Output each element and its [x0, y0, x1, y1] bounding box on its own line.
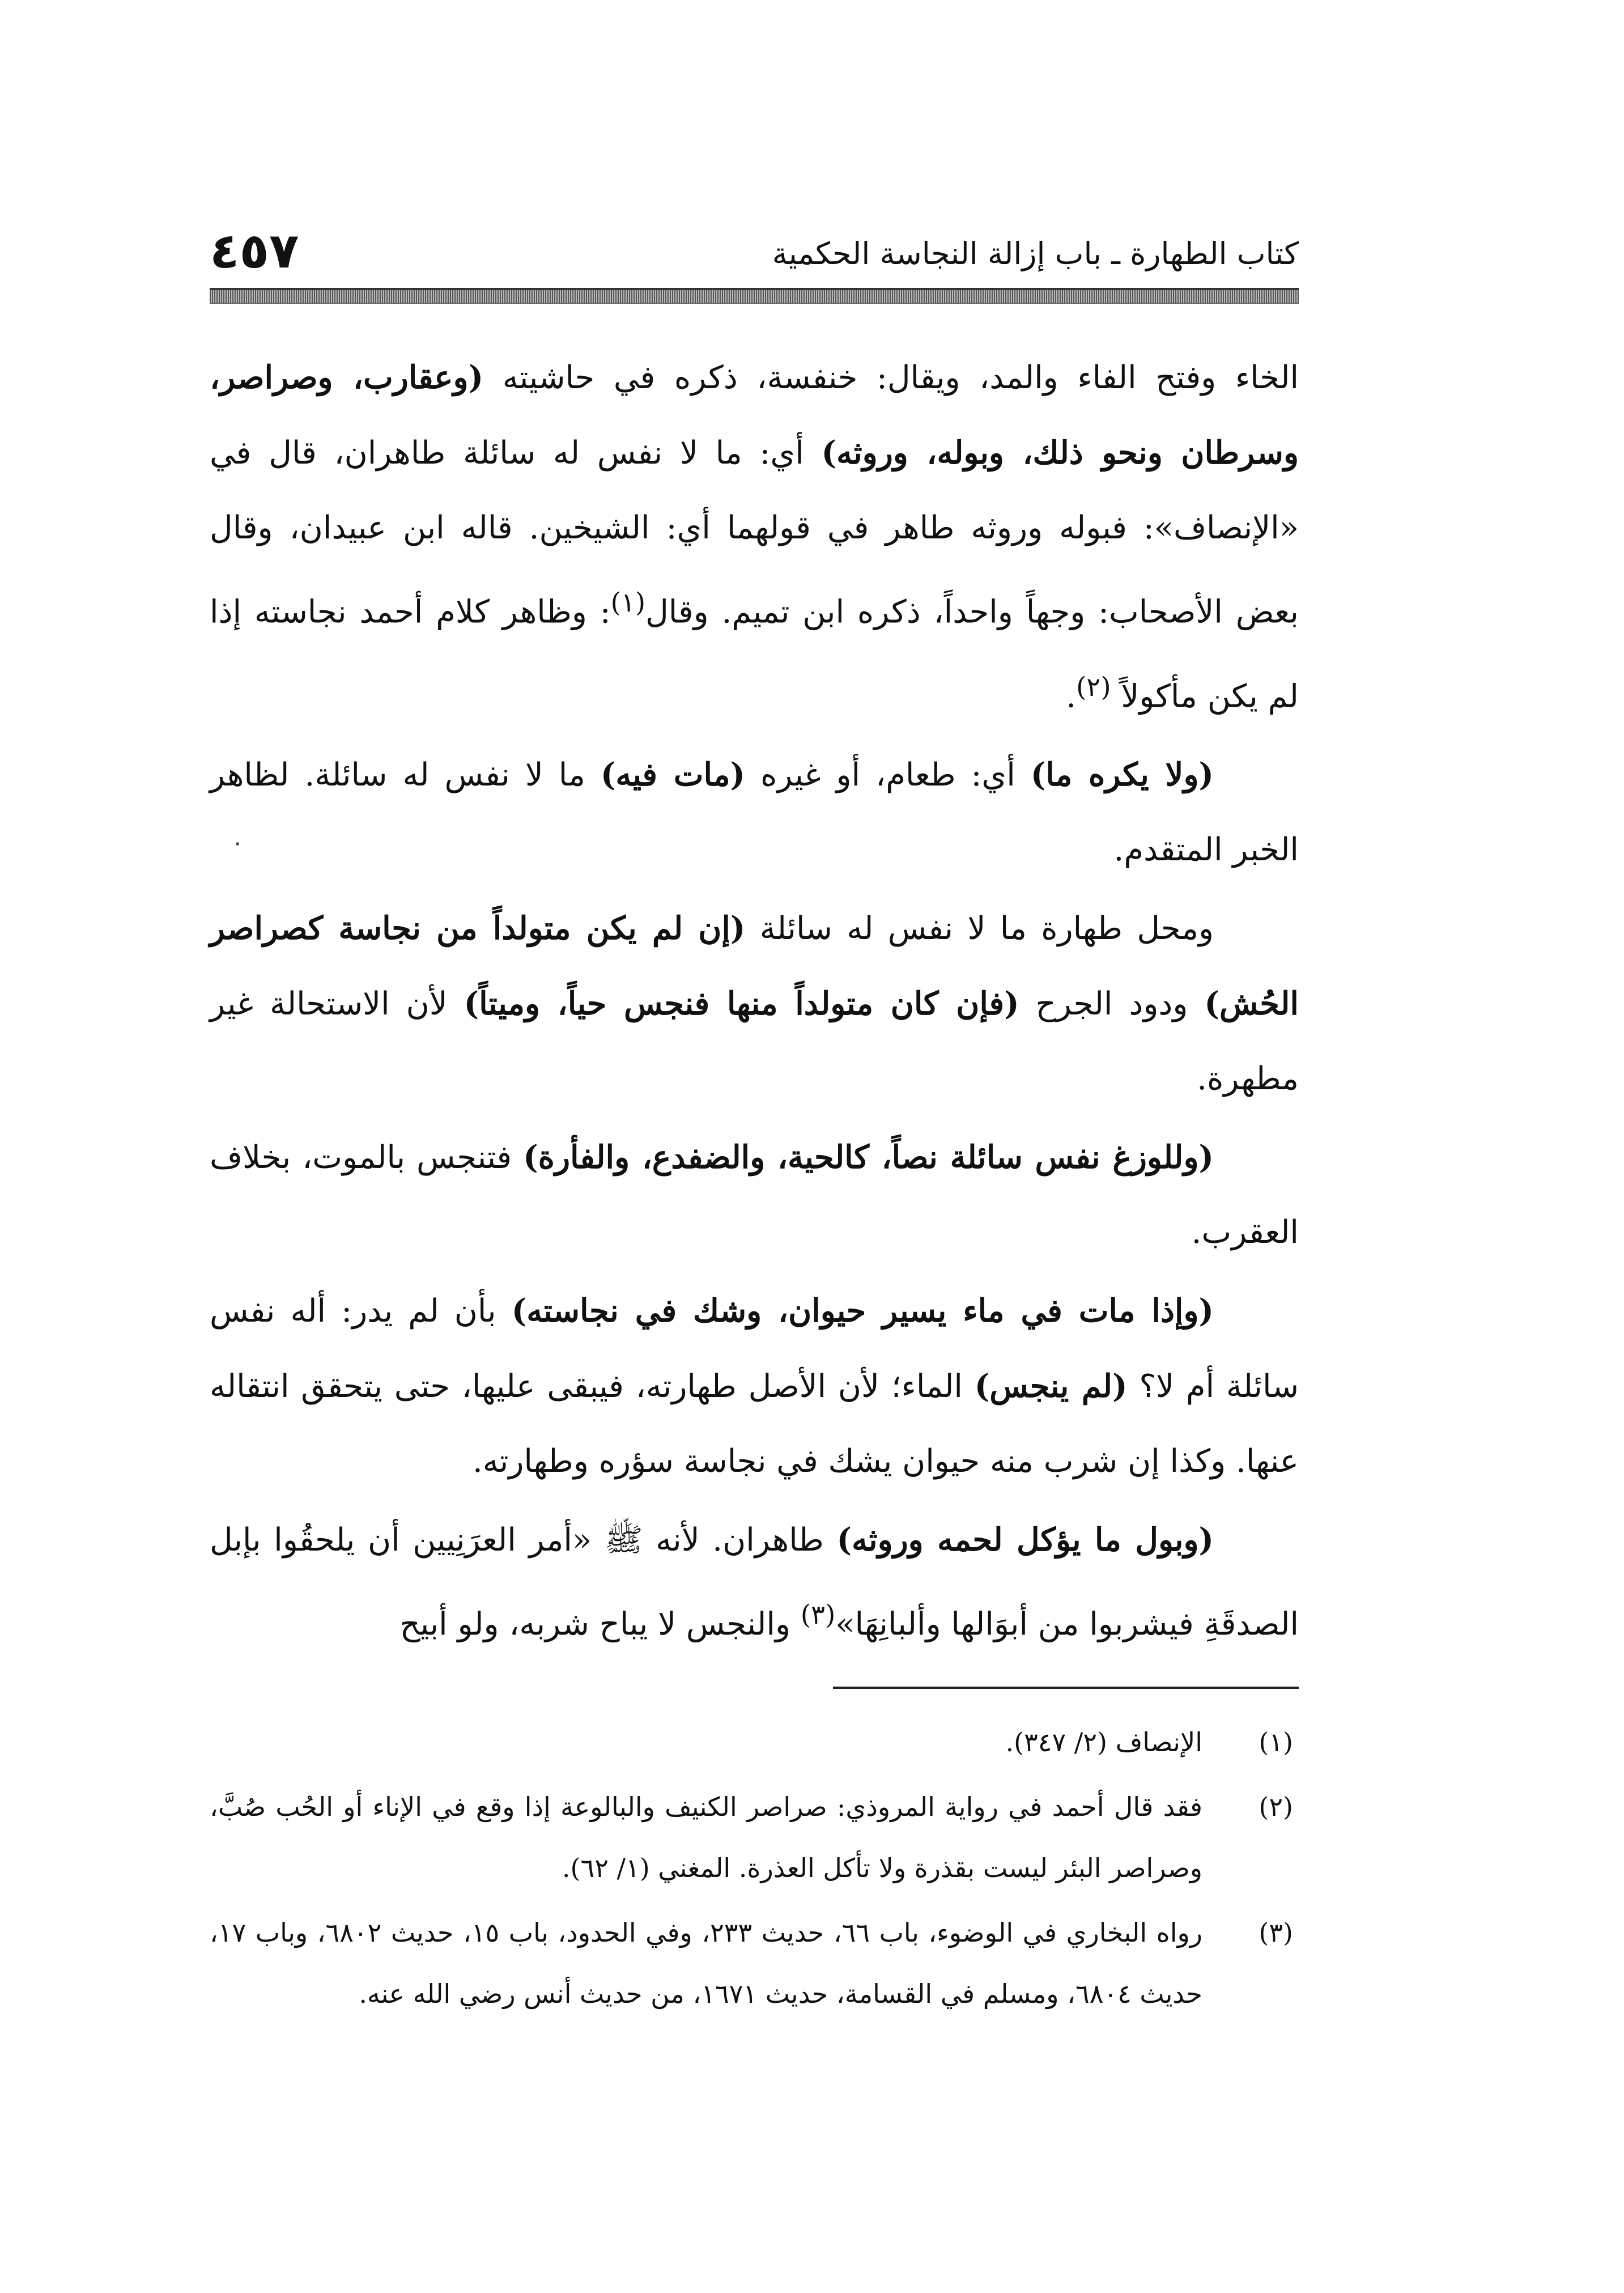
footnote-item — [210, 1712, 1299, 1773]
paragraph-5: (وإذا مات في ماء يسير حيوان، وشك في نجاسته) بأن لم يدر: أله نفس سائلة أم لا؟ (لم ينجس) الماء؛ لأن الأصل طهارته، فيبقى عليها، حتى يتحقق انتقاله عنها. وكذا إن شرب منه حيوان يشك في نجاسة سؤره وطهارته. — [210, 1292, 1299, 1480]
paragraph-3: ومحل طهارة ما لا نفس له سائلة (إن لم يكن متولداً من نجاسة كصراصر الحُش) ودود الجرح (فإن كان متولداً منها فنجس حياً، وميتاً) لأن الاستحالة غير مطهرة. — [210, 910, 1299, 1098]
paragraph-4: (وللوزغ نفس سائلة نصاً، كالحية، والضفدع، والفأرة) فتنجس بالموت، بخلاف العقرب. — [210, 1139, 1299, 1251]
bold-matn: (وإذا مات في ماء يسير حيوان، وشك في نجاسته) — [511, 1292, 1214, 1330]
footnote-text: فقد قال أحمد في رواية المروذي: صراصر الكنيف والبالوعة إذا وقع في الإناء أو الحُب صُبَّ، وصراصر البئر ليست بقذرة ولا تأكل العذرة. المغني (١/ ٦٢). — [210, 1791, 1202, 1883]
main-text — [210, 340, 1299, 1666]
footnote-item — [210, 1902, 1299, 2024]
footnote-number: (١) — [1259, 1727, 1293, 1757]
bold-matn: (مات فيه) — [600, 756, 746, 794]
print-speck — [236, 842, 239, 846]
footnote-separator — [833, 1687, 1299, 1689]
paragraph-6: (وبول ما يؤكل لحمه وروثه) طاهران. لأنه ﷺ «أمر العرَنِيين أن يلحقُوا بإبل الصدقَةِ فيشربوا من أبوَالها وألبانِهَا»$^{(٣)}$ والنجس لا يباح شربه، ولو أبيح — [210, 1521, 1299, 1643]
header-rule — [210, 288, 1299, 304]
bold-matn: (وعقارب، وصراصر، وسرطان ونحو ذلك، وبوله، وروثه) — [210, 359, 1299, 472]
footnote-number: (٣) — [1259, 1917, 1293, 1948]
page-number: ٤٥٧ — [210, 223, 299, 279]
bold-matn: (ولا يكره ما) — [1030, 756, 1214, 794]
bold-matn: (إن لم يكن متولداً من نجاسة كصراصر الحُش) — [210, 910, 1299, 1023]
bold-matn: (فإن كان متولداً منها فنجس حياً، وميتاً) — [464, 985, 1019, 1023]
bold-matn: (وللوزغ نفس سائلة نصاً، كالحية، والضفدع، والفأرة) — [523, 1139, 1214, 1177]
footnotes — [210, 1712, 1299, 2028]
footnote-number: (٢) — [1259, 1791, 1293, 1822]
bold-matn: (وبول ما يؤكل لحمه وروثه) — [836, 1521, 1214, 1559]
footnote-ref-3[interactable]: (٣) — [800, 1600, 836, 1631]
footnote-text: الإنصاف (٢/ ٣٤٧). — [1005, 1727, 1202, 1757]
footnote-ref-2[interactable]: (٢) — [1076, 672, 1111, 703]
bold-matn: (لم ينجس) — [974, 1368, 1128, 1405]
paragraph-1: الخاء وفتح الفاء والمد، ويقال: خنفسة، ذكره في حاشيته (وعقارب، وصراصر، وسرطان ونحو ذلك، وبوله، وروثه) أي: ما لا نفس له سائلة طاهران، قال في «الإنصاف»: فبوله وروثه طاهر في قولهما أي: الشيخين. قاله ابن عبيدان، وقال بعض الأصحاب: وجهاً واحداً، ذكره ابن تميم. وقال$^{(١)}$: وظاهر كلام أحمد نجاسته إذا لم يكن مأكولاً $^{(٢)}$. — [210, 359, 1299, 715]
footnote-text: رواه البخاري في الوضوء، باب ٦٦، حديث ٢٣٣، وفي الحدود، باب ١٥، حديث ٦٨٠٢، وباب ١٧، حديث ٦٨٠٤، ومسلم في القسامة، حديث ١٦٧١، من حديث أنس رضي الله عنه. — [210, 1917, 1202, 2009]
running-title: كتاب الطهارة ـ باب إزالة النجاسة الحكمية — [772, 236, 1299, 271]
footnote-ref-1[interactable]: (١) — [610, 588, 646, 618]
footnote-item — [210, 1776, 1299, 1899]
paragraph-2: (ولا يكره ما) أي: طعام، أو غيره (مات فيه) ما لا نفس له سائلة. لظاهر الخبر المتقدم. — [210, 756, 1299, 869]
page-header — [210, 220, 1299, 288]
